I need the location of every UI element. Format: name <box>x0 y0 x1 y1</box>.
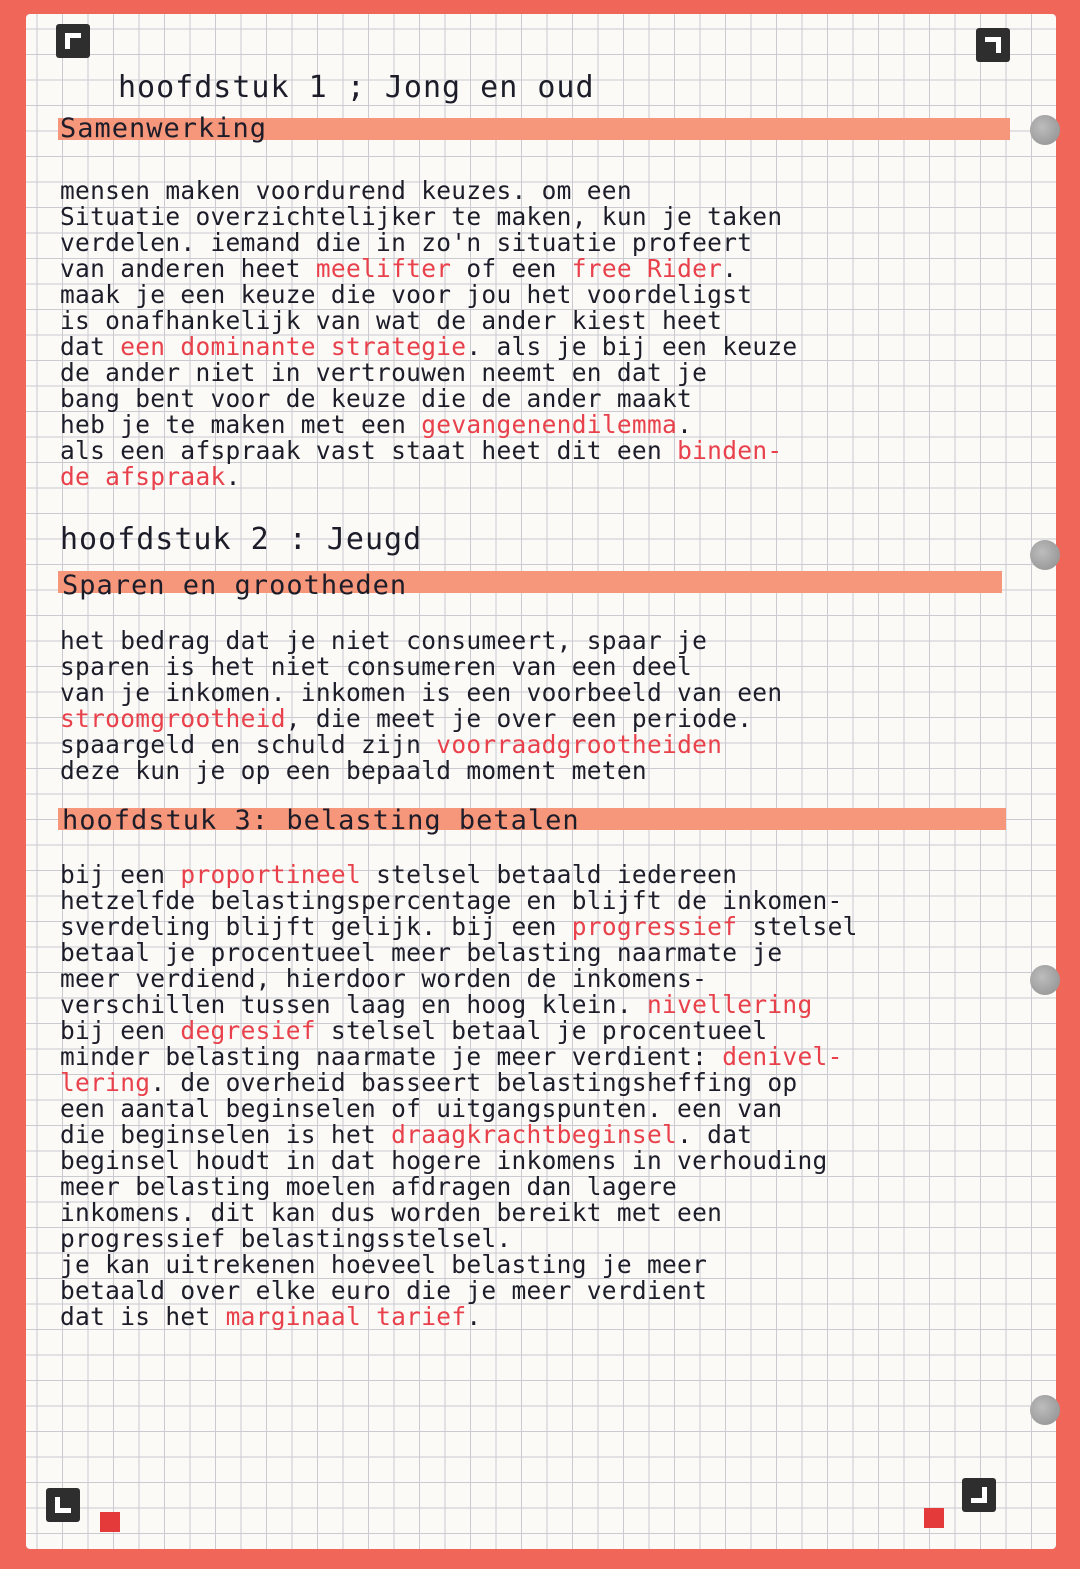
text-run: stelsel betaal je procentueel <box>315 1016 768 1045</box>
text-run: mensen maken voordurend keuzes. om een <box>60 176 632 205</box>
text-line <box>60 940 858 966</box>
text-run: bang bent voor de keuze die de ander maakt <box>60 384 693 413</box>
text-run: dat <box>60 332 121 361</box>
text-line <box>60 1200 858 1226</box>
key-term: binden- <box>677 436 783 465</box>
text-line <box>60 464 797 490</box>
key-term: progressief <box>571 912 738 941</box>
text-run: inkomens. dit kan dus worden bereikt met een <box>60 1198 723 1227</box>
text-line <box>60 204 797 230</box>
text-run: . <box>677 410 693 439</box>
corner-marker-icon <box>976 28 1010 62</box>
text-line <box>60 654 782 680</box>
text-line <box>60 334 797 360</box>
key-term: een dominante strategie <box>120 332 467 361</box>
text-line <box>60 628 782 654</box>
binder-hole <box>1030 115 1060 145</box>
text-line <box>60 438 797 464</box>
key-term: meelifter <box>315 254 452 283</box>
binder-hole <box>1030 965 1060 995</box>
text-line <box>60 1304 858 1330</box>
key-term: draagkrachtbeginsel <box>391 1120 678 1149</box>
text-line <box>60 1096 858 1122</box>
text-line <box>60 412 797 438</box>
binder-hole <box>1030 1395 1060 1425</box>
key-term: de afspraak <box>60 462 226 491</box>
text-run: de ander niet in vertrouwen neemt en dat je <box>60 358 708 387</box>
text-run: stelsel <box>737 912 858 941</box>
text-line <box>60 732 782 758</box>
text-run: deze kun je op een bepaald moment meten <box>60 756 647 785</box>
text-line <box>60 308 797 334</box>
text-run: bij een <box>60 1016 181 1045</box>
text-run: . <box>225 462 241 491</box>
text-run: van anderen heet <box>60 254 316 283</box>
chapter-2-body <box>60 628 782 784</box>
text-line <box>60 178 797 204</box>
text-run: Situatie overzichtelijker te maken, kun je taken <box>60 202 783 231</box>
text-line <box>60 1148 858 1174</box>
text-line <box>60 1174 858 1200</box>
key-term: lering <box>60 1068 151 1097</box>
corner-marker-icon <box>962 1478 996 1512</box>
key-term: marginaal tarief <box>225 1302 467 1331</box>
text-line <box>60 914 858 940</box>
key-term: degresief <box>180 1016 316 1045</box>
text-line <box>60 758 782 784</box>
text-line <box>60 966 858 992</box>
text-run: spaargeld en schuld zijn <box>60 730 437 759</box>
key-term: free Rider <box>571 254 723 283</box>
text-run: sverdeling blijft gelijk. bij een <box>60 912 572 941</box>
text-line <box>60 1018 858 1044</box>
text-line <box>60 282 797 308</box>
text-run: . als je bij een keuze <box>466 332 798 361</box>
key-term: proportineel <box>180 860 362 889</box>
text-run: heb je te maken met een <box>60 410 422 439</box>
text-run: minder belasting naarmate je meer verdient: <box>60 1042 723 1071</box>
text-run: is onafhankelijk van wat de ander kiest heet <box>60 306 723 335</box>
text-run: verschillen tussen laag en hoog klein. <box>60 990 647 1019</box>
text-run: meer verdiend, hierdoor worden de inkomens- <box>60 964 708 993</box>
text-line <box>60 1044 858 1070</box>
text-line <box>60 386 797 412</box>
chapter-2-heading: hoofdstuk 2 : Jeugd <box>60 522 423 557</box>
section-samenwerking: Samenwerking <box>60 113 268 144</box>
corner-marker-icon <box>56 24 90 58</box>
text-run: beginsel houdt in dat hogere inkomens in verhouding <box>60 1146 828 1175</box>
text-line <box>60 360 797 386</box>
text-run: van je inkomen. inkomen is een voorbeeld van een <box>60 678 783 707</box>
red-square-marker <box>924 1508 944 1528</box>
text-line <box>60 1278 858 1304</box>
text-run: het bedrag dat je niet consumeert, spaar je <box>60 626 708 655</box>
text-run: . dat <box>677 1120 753 1149</box>
text-line <box>60 1252 858 1278</box>
text-run: dat is het <box>60 1302 226 1331</box>
key-term: denivel- <box>722 1042 843 1071</box>
key-term: stroomgrootheid <box>60 704 286 733</box>
chapter-3-heading: hoofdstuk 3: belasting betalen <box>62 805 580 836</box>
chapter-1-heading: hoofdstuk 1 ; Jong en oud <box>118 70 595 105</box>
text-line <box>60 230 797 256</box>
text-line <box>60 1070 858 1096</box>
corner-marker-icon <box>46 1488 80 1522</box>
text-line <box>60 256 797 282</box>
chapter-1-body <box>60 178 797 490</box>
text-line <box>60 680 782 706</box>
text-run: als een afspraak vast staat heet dit een <box>60 436 678 465</box>
text-run: verdelen. iemand die in zo'n situatie profeert <box>60 228 753 257</box>
text-run: betaal je procentueel meer belasting naarmate je <box>60 938 783 967</box>
section-sparen: Sparen en grootheden <box>62 570 408 601</box>
text-line <box>60 992 858 1018</box>
text-line <box>60 888 858 914</box>
binder-hole <box>1030 540 1060 570</box>
text-run: progressief belastingsstelsel. <box>60 1224 512 1253</box>
text-run: . <box>722 254 738 283</box>
text-run: die beginselen is het <box>60 1120 392 1149</box>
red-square-marker <box>100 1512 120 1532</box>
text-line <box>60 706 782 732</box>
text-run: . <box>466 1302 482 1331</box>
key-term: nivellering <box>646 990 813 1019</box>
text-run: een aantal beginselen of uitgangspunten. een van <box>60 1094 783 1123</box>
text-run: maak je een keuze die voor jou het voordeligst <box>60 280 753 309</box>
text-run: stelsel betaald iedereen <box>361 860 738 889</box>
text-line <box>60 1226 858 1252</box>
text-run: je kan uitrekenen hoeveel belasting je meer <box>60 1250 708 1279</box>
text-line <box>60 862 858 888</box>
text-run: bij een <box>60 860 181 889</box>
text-run: . de overheid basseert belastingsheffing op <box>150 1068 798 1097</box>
text-run: sparen is het niet consumeren van een deel <box>60 652 693 681</box>
chapter-3-body <box>60 862 858 1330</box>
text-run: of een <box>451 254 572 283</box>
key-term: gevangenendilemma <box>421 410 678 439</box>
text-line <box>60 1122 858 1148</box>
text-run: , die meet je over een periode. <box>285 704 753 733</box>
text-run: hetzelfde belastingspercentage en blijft de inkomen- <box>60 886 843 915</box>
text-run: betaald over elke euro die je meer verdient <box>60 1276 708 1305</box>
text-run: meer belasting moelen afdragen dan lagere <box>60 1172 678 1201</box>
key-term: voorraadgrootheiden <box>436 730 723 759</box>
